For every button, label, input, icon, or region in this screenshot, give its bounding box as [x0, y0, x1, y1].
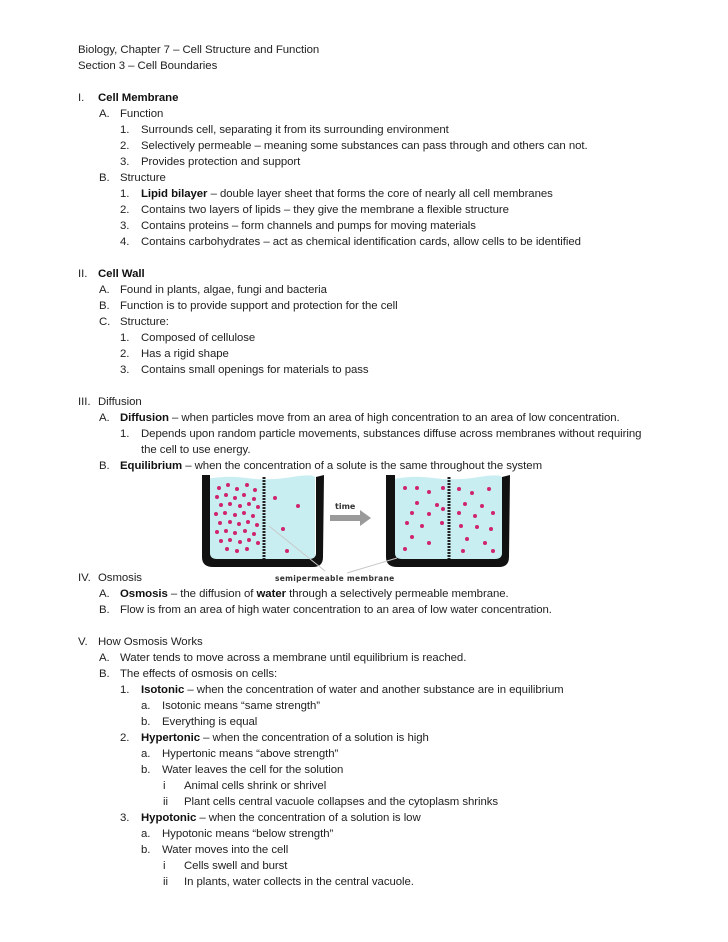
- heading-text: Osmosis: [98, 572, 142, 584]
- item-text: Animal cells shrink or shrivel: [184, 780, 327, 792]
- item-text: Isotonic means “same strength”: [162, 700, 321, 712]
- item-marker: C.: [99, 316, 111, 328]
- item-text: Cells swell and burst: [184, 860, 288, 872]
- item-marker: B.: [99, 604, 110, 616]
- term-bold: Isotonic: [141, 684, 185, 696]
- section-title: Section 3 – Cell Boundaries: [78, 60, 218, 72]
- time-arrow-icon: [330, 510, 371, 526]
- definition-text: – when the concentration of water and another substance are in equilibrium: [184, 684, 564, 696]
- item-text: Function is to provide support and protection for the cell: [120, 300, 398, 312]
- definition-text: – double layer sheet that forms the core of nearly all cell membranes: [207, 188, 553, 200]
- item-marker: b.: [141, 764, 151, 776]
- item-text: Flow is from an area of high water concentration to an area of low water concentration.: [120, 604, 552, 616]
- item-marker: a.: [141, 700, 151, 712]
- arrow-label: time: [335, 502, 356, 511]
- item-marker: 1.: [120, 188, 130, 200]
- item-text: [141, 810, 421, 826]
- roman-numeral: V.: [78, 636, 88, 648]
- item-text: Composed of cellulose: [141, 332, 256, 344]
- item-text: Water moves into the cell: [162, 844, 289, 856]
- term-bold: Lipid bilayer: [141, 188, 208, 200]
- definition-text: – when the concentration of a solution is low: [196, 812, 421, 824]
- item-text: Contains small openings for materials to pass: [141, 364, 369, 376]
- definition-text: through a selectively permeable membrane.: [286, 588, 509, 600]
- heading-text: Cell Membrane: [98, 92, 179, 104]
- term-bold: Hypertonic: [141, 732, 200, 744]
- item-text: [120, 586, 509, 602]
- item-text: The effects of osmosis on cells:: [120, 668, 278, 680]
- item-marker: A.: [99, 652, 110, 664]
- item-marker: b.: [141, 844, 151, 856]
- item-text: Contains carbohydrates – act as chemical identification cards, allow cells to be identified: [141, 236, 581, 248]
- item-text: Water leaves the cell for the solution: [162, 764, 344, 776]
- item-text: [141, 186, 553, 202]
- term-bold: Osmosis: [120, 588, 168, 600]
- item-marker: 2.: [120, 732, 130, 744]
- item-text: the cell to use energy.: [141, 444, 251, 456]
- item-marker: 3.: [120, 812, 130, 824]
- item-text: Structure:: [120, 316, 169, 328]
- item-marker: a.: [141, 748, 151, 760]
- item-marker: 3.: [120, 220, 130, 232]
- item-marker: 1.: [120, 332, 130, 344]
- item-marker: A.: [99, 412, 110, 424]
- item-text: [141, 730, 429, 746]
- item-text: Hypertonic means “above strength”: [162, 748, 339, 760]
- item-text: Hypotonic means “below strength”: [162, 828, 334, 840]
- item-text: Contains proteins – form channels and pumps for moving materials: [141, 220, 476, 232]
- item-text: [120, 410, 620, 426]
- item-marker: 2.: [120, 140, 130, 152]
- roman-numeral: IV.: [78, 572, 91, 584]
- item-text: Plant cells central vacuole collapses and the cytoplasm shrinks: [184, 796, 499, 808]
- item-marker: A.: [99, 284, 110, 296]
- item-marker: 1.: [120, 428, 130, 440]
- item-text: Contains two layers of lipids – they give the membrane a flexible structure: [141, 204, 509, 216]
- roman-numeral: III.: [78, 396, 91, 408]
- document-title: Biology, Chapter 7 – Cell Structure and Function: [78, 44, 320, 56]
- item-marker: 1.: [120, 124, 130, 136]
- diagram-caption: semipermeable membrane: [275, 574, 395, 583]
- item-text: In plants, water collects in the central vacuole.: [184, 876, 414, 888]
- item-text: Selectively permeable – meaning some substances can pass through and others can not.: [141, 140, 588, 152]
- item-marker: 3.: [120, 364, 130, 376]
- item-marker: 2.: [120, 204, 130, 216]
- item-marker: A.: [99, 108, 110, 120]
- definition-text: – when the concentration of a solute is the same throughout the system: [182, 460, 543, 472]
- item-text: Function: [120, 108, 164, 120]
- item-text: Found in plants, algae, fungi and bacteria: [120, 284, 327, 296]
- item-marker: b.: [141, 716, 151, 728]
- item-text: Structure: [120, 172, 166, 184]
- heading-text: How Osmosis Works: [98, 636, 203, 648]
- item-text: Has a rigid shape: [141, 348, 229, 360]
- item-marker: 2.: [120, 348, 130, 360]
- item-marker: 3.: [120, 156, 130, 168]
- item-text: [141, 682, 564, 698]
- definition-text: – when the concentration of a solution is high: [200, 732, 429, 744]
- item-text: Provides protection and support: [141, 156, 301, 168]
- heading-text: Cell Wall: [98, 268, 145, 280]
- definition-text: – when particles move from an area of high concentration to an area of low concentration.: [168, 412, 620, 424]
- term-bold-water: water: [256, 588, 286, 600]
- term-bold: Diffusion: [120, 412, 169, 424]
- roman-numeral: II.: [78, 268, 88, 280]
- item-text: Water tends to move across a membrane until equilibrium is reached.: [120, 652, 467, 664]
- item-marker: i: [163, 780, 166, 792]
- item-marker: 1.: [120, 684, 130, 696]
- item-marker: B.: [99, 460, 110, 472]
- diffusion-diagram-svg: [197, 471, 517, 583]
- item-marker: a.: [141, 828, 151, 840]
- item-text: Depends upon random particle movements, substances diffuse across membranes without requiring: [141, 428, 642, 440]
- heading-text: Diffusion: [98, 396, 142, 408]
- term-bold: Hypotonic: [141, 812, 197, 824]
- item-text: Everything is equal: [162, 716, 258, 728]
- item-marker: B.: [99, 172, 110, 184]
- item-marker: i: [163, 860, 166, 872]
- item-marker: B.: [99, 300, 110, 312]
- item-marker: B.: [99, 668, 110, 680]
- item-marker: ii: [163, 876, 168, 888]
- item-text: Surrounds cell, separating it from its surrounding environment: [141, 124, 449, 136]
- item-marker: A.: [99, 588, 110, 600]
- roman-numeral: I.: [78, 92, 85, 104]
- item-marker: 4.: [120, 236, 130, 248]
- term-bold: Equilibrium: [120, 460, 183, 472]
- definition-text: – the diffusion of: [167, 588, 257, 600]
- diffusion-diagram: [197, 471, 517, 583]
- item-marker: ii: [163, 796, 168, 808]
